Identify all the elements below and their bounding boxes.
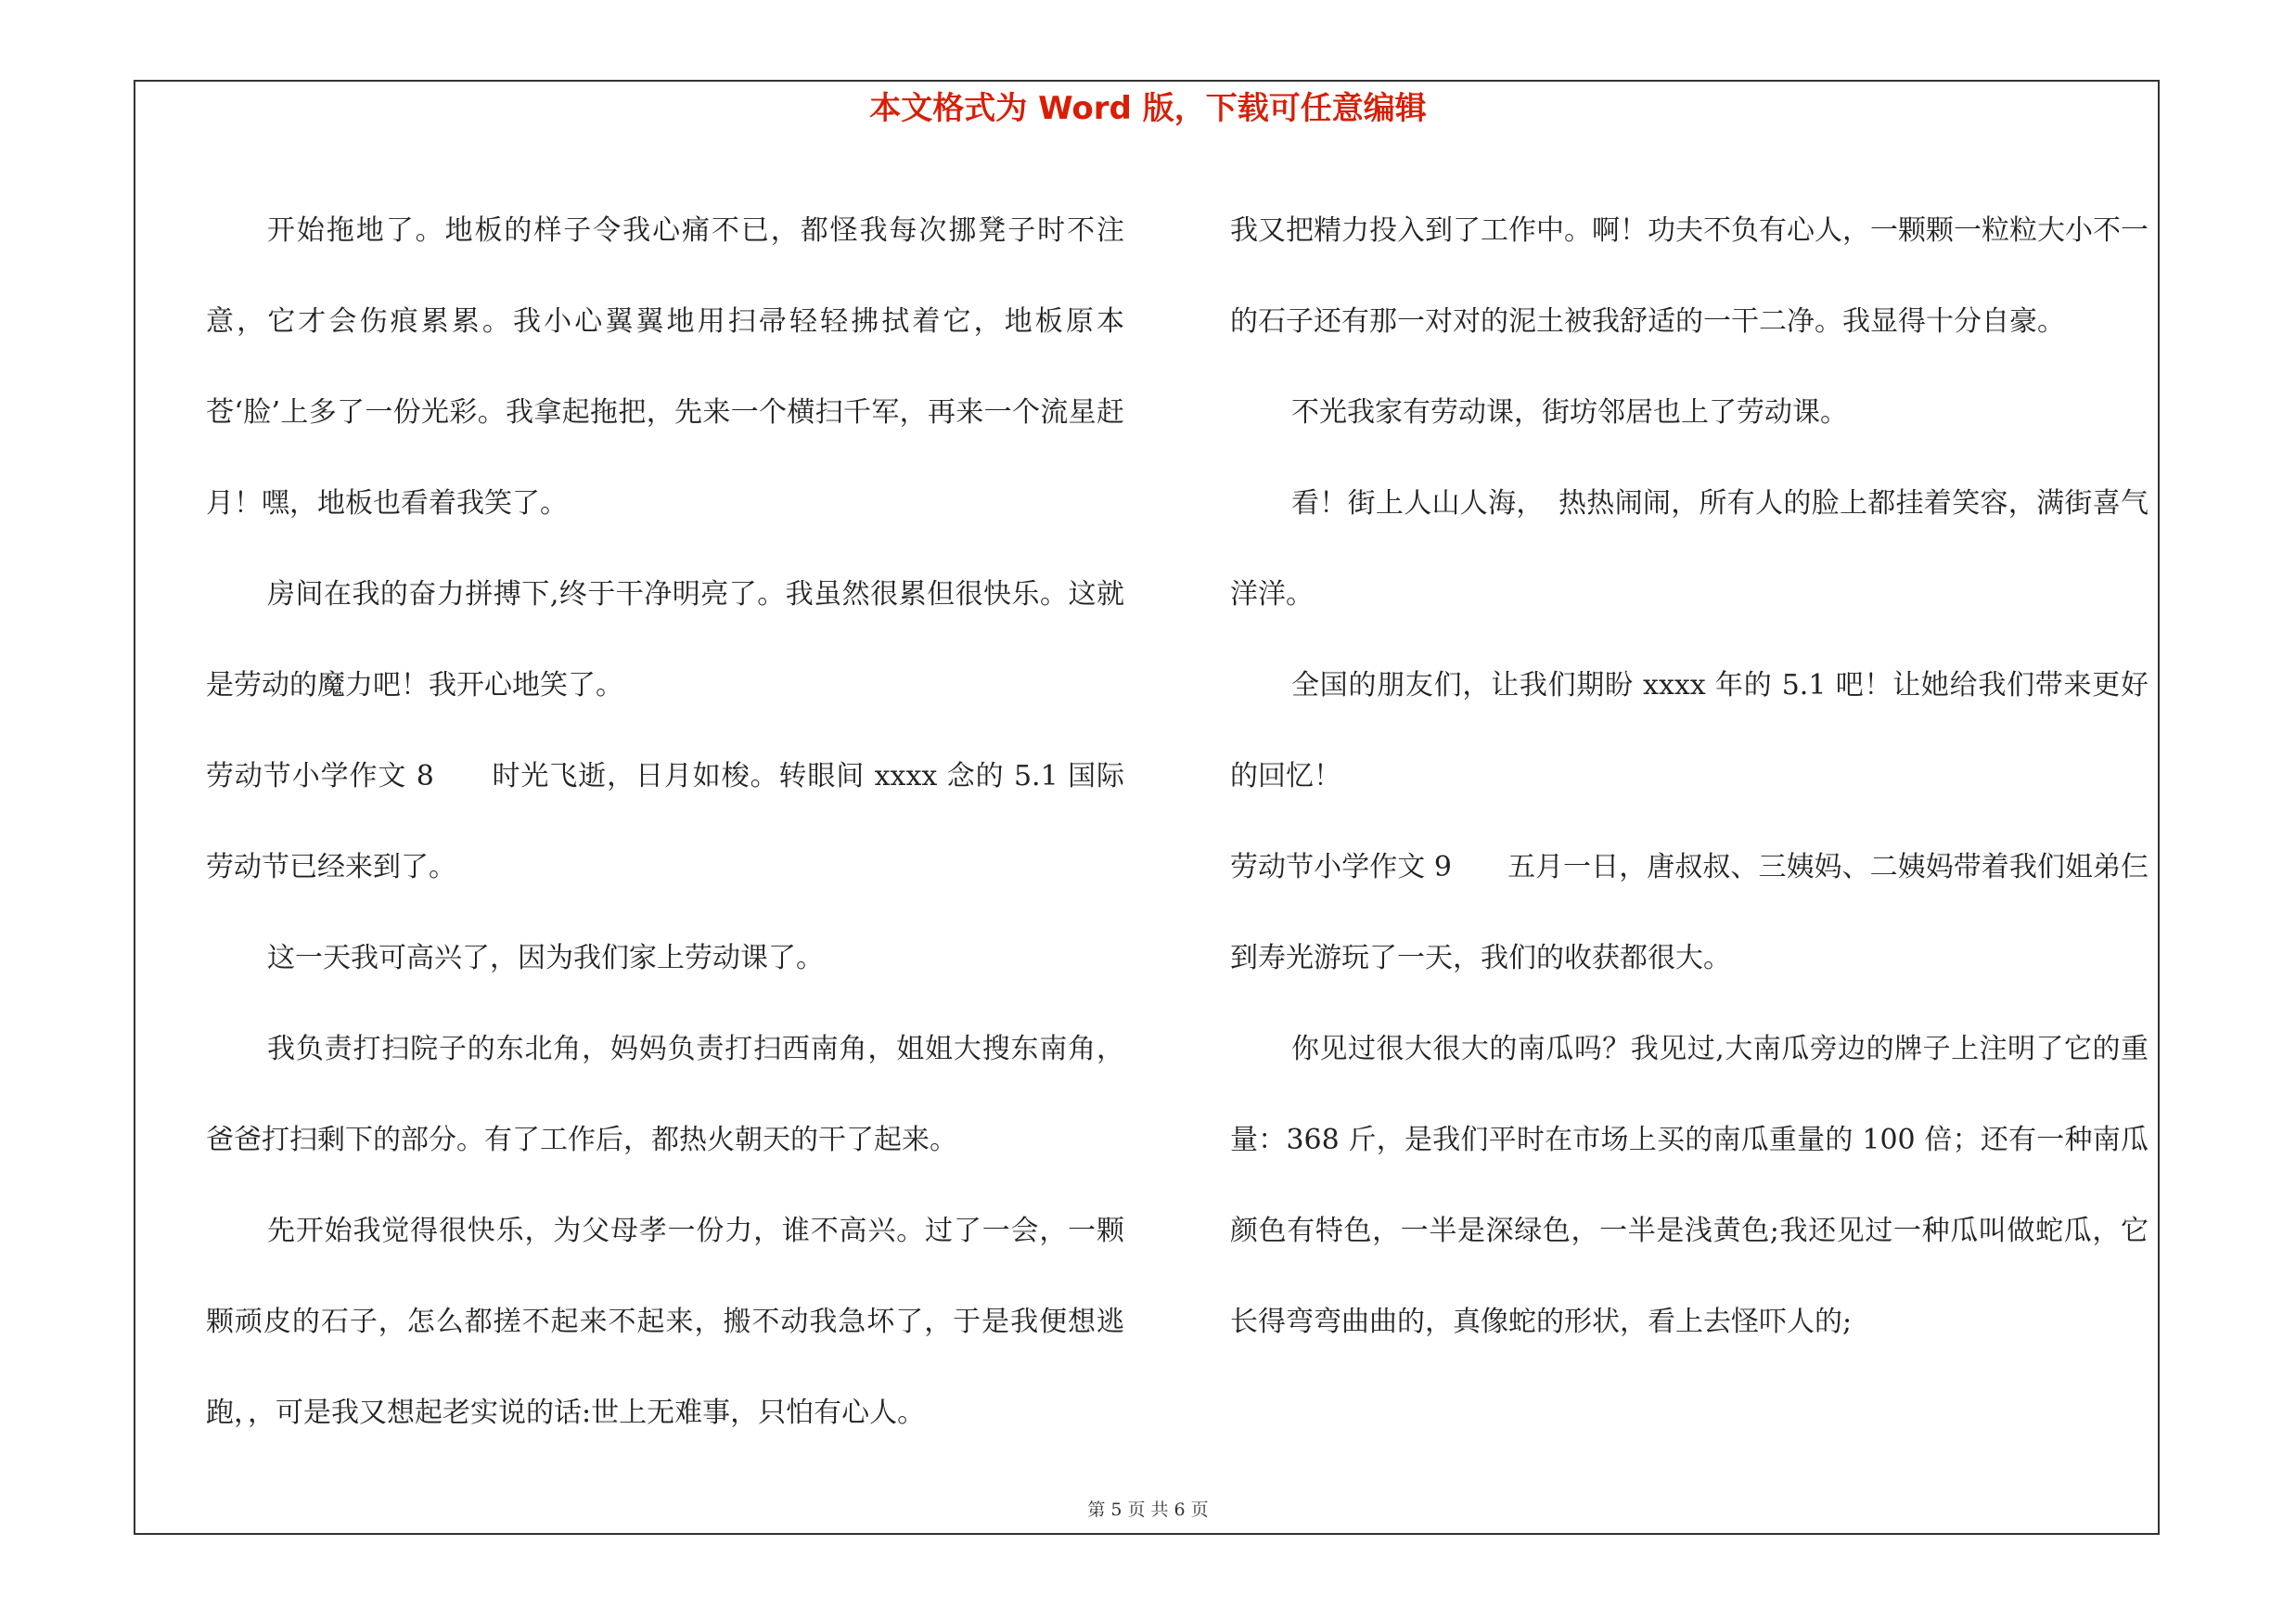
left-column (206, 186, 1124, 1459)
paragraph: 房间在我的奋力拼搏下,终于干净明亮了。我虽然很累但很快乐。这就是劳动的魔力吧！我开心地笑了。 (206, 578, 1124, 702)
essay-heading-paragraph: 劳动节小学作文 8 时光飞逝，日月如梭。转眼间 xxxx 念的 5.1 国际劳动节已经来到了。 (206, 760, 1124, 883)
paragraph: 我负责打扫院子的东北角，妈妈负责打扫西南角，姐姐大搜东南角，爸爸打扫剩下的部分。有了工作后，都热火朝天的干了起来。 (206, 1033, 1124, 1156)
paragraph: 开始拖地了。地板的样子令我心痛不已，都怪我每次挪凳子时不注意，它才会伤痕累累。我小心翼翼地用扫帚轻轻拂拭着它，地板原本苍‘脸’上多了一份光彩。我拿起拖把，先来一个横扫千军，再来一个流星赶月！嘿，地板也看着我笑了。 (206, 214, 1124, 520)
paragraph: 你见过很大很大的南瓜吗？我见过,大南瓜旁边的牌子上注明了它的重量：368 斤，是我们平时在市场上买的南瓜重量的 100 倍；还有一种南瓜颜色有特色，一半是深绿色，一半是浅黄色;我还见过一种瓜叫做蛇瓜，它长得弯弯曲曲的，真像蛇的形状，看上去怪吓人的; (1230, 1033, 2148, 1338)
paragraph: 不光我家有劳动课，街坊邻居也上了劳动课。 (1291, 396, 1848, 429)
paragraph: 这一天我可高兴了，因为我们家上劳动课了。 (267, 942, 824, 974)
paragraph: 我又把精力投入到了工作中。啊！功夫不负有心人，一颗颗一粒粒大小不一的石子还有那一对对的泥土被我舒适的一干二净。我显得十分自豪。 (1230, 214, 2148, 338)
essay-heading-paragraph: 劳动节小学作文 9 五月一日，唐叔叔、三姨妈、二姨妈带着我们姐弟仨到寿光游玩了一天，我们的收获都很大。 (1230, 851, 2148, 974)
right-column (1230, 186, 2148, 1368)
paragraph: 先开始我觉得很快乐，为父母孝一份力，谁不高兴。过了一会，一颗颗顽皮的石子，怎么都搓不起来不起来，搬不动我急坏了，于是我便想逃跑，，可是我又想起老实说的话:世上无难事，只怕有心人。 (206, 1215, 1124, 1429)
paragraph: 看！街上人山人海， 热热闹闹，所有人的脸上都挂着笑容，满街喜气洋洋。 (1230, 487, 2148, 611)
page-number: 第 5 页 共 6 页 (1087, 1500, 1209, 1520)
format-banner: 本文格式为 Word 版，下载可任意编辑 (869, 90, 1427, 127)
paragraph: 全国的朋友们，让我们期盼 xxxx 年的 5.1 吧！让她给我们带来更好的回忆！ (1230, 669, 2148, 792)
